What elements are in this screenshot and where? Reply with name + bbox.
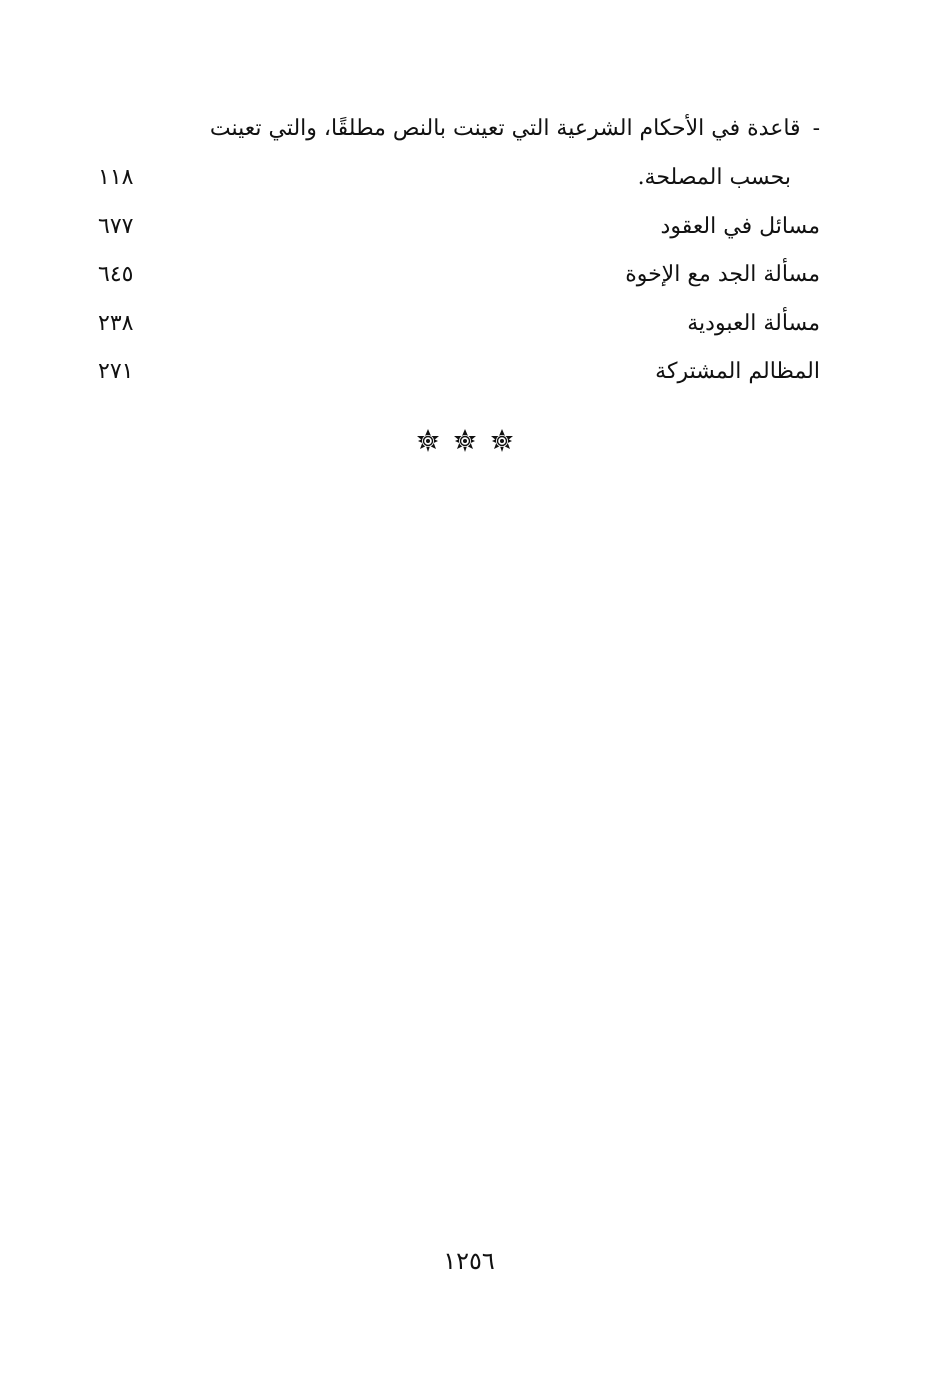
entry-1-page-number: ١١٨: [98, 165, 134, 190]
entry-1-line-2: بحسب المصلحة.: [637, 165, 791, 190]
entry-dash: -: [812, 116, 820, 141]
star-flower-ornament-icon: [415, 428, 441, 454]
entry-4-text: مسألة العبودية: [687, 311, 820, 336]
entry-2-text: مسائل في العقود: [660, 214, 820, 239]
entry-3-text: مسألة الجد مع الإخوة: [625, 262, 820, 287]
star-flower-ornament-icon: [489, 428, 515, 454]
entry-1-text-line-1: قاعدة في الأحكام الشرعية التي تعينت بالنص مطلقًا، والتي تعينت: [209, 116, 801, 141]
entry-5-page-number: ٢٧١: [98, 359, 134, 384]
entry-5-text: المظالم المشتركة: [655, 359, 820, 384]
entry-1-line-1: [210, 114, 820, 144]
star-flower-ornament-icon: [452, 428, 478, 454]
entry-4-page-number: ٢٣٨: [98, 311, 134, 336]
entry-3-page-number: ٦٤٥: [98, 262, 134, 287]
entry-2-page-number: ٦٧٧: [98, 214, 134, 239]
page-number: ١٢٥٦: [443, 1247, 495, 1275]
section-end-ornaments: [415, 428, 515, 456]
